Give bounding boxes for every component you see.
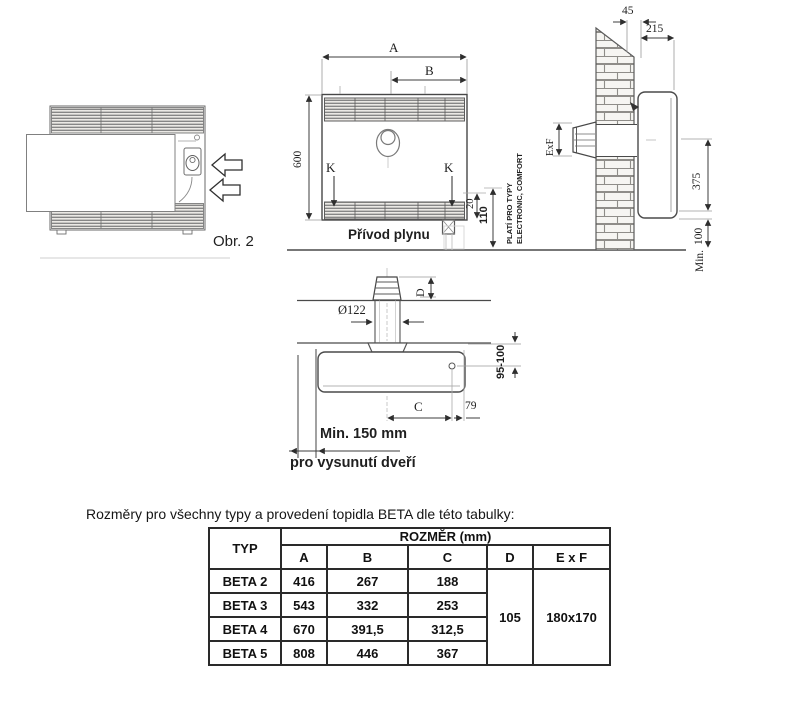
cell-a: 670	[281, 617, 327, 641]
k-left-label: K	[326, 160, 336, 175]
clearance-note: pro vysunutí dveří	[290, 455, 416, 471]
dim-79-label: 79	[465, 400, 477, 412]
cell-a: 543	[281, 593, 327, 617]
cell-b: 332	[327, 593, 408, 617]
col-header-a: A	[281, 545, 327, 569]
dimensions-table	[208, 527, 611, 666]
cell-b: 267	[327, 569, 408, 593]
flue-diameter-label: Ø122	[338, 303, 366, 317]
figure-label: Obr. 2	[213, 233, 254, 250]
side-elevation	[573, 28, 677, 250]
front-appliance-drawing	[27, 106, 231, 258]
col-header-c: C	[408, 545, 487, 569]
cell-c: 253	[408, 593, 487, 617]
table-caption: Rozměry pro všechny typy a provedení topidla BETA dle této tabulky:	[86, 506, 515, 522]
gas-inlet-label: Přívod plynu	[348, 227, 430, 242]
cell-d-shared: 105	[487, 569, 533, 665]
dim-b-label: B	[425, 63, 434, 78]
k-right-label: K	[444, 160, 454, 175]
type-note-line2: ELECTRONIC, COMFORT	[514, 153, 524, 244]
cell-c: 367	[408, 641, 487, 665]
cell-typ: BETA 5	[209, 641, 281, 665]
table-row	[209, 569, 610, 593]
dim-110-label: 110	[478, 206, 490, 224]
dim-95-100-label: 95-100	[495, 344, 507, 379]
col-header-exf: E x F	[533, 545, 610, 569]
type-note	[505, 153, 524, 244]
clearance-label: Min. 150 mm	[320, 426, 408, 442]
table-header-row-1	[209, 528, 610, 545]
dim-a-label: A	[389, 40, 399, 55]
cell-b: 446	[327, 641, 408, 665]
dim-600-label: 600	[292, 150, 304, 168]
dim-d-label: D	[413, 288, 427, 297]
dim-20-label: 20	[465, 198, 476, 209]
cell-exf-shared: 180x170	[533, 569, 610, 665]
col-header-d: D	[487, 545, 533, 569]
dim-100-label: 100	[693, 227, 705, 245]
flue-exf-label: ExF	[545, 138, 556, 156]
dim-45-label: 45	[622, 5, 634, 17]
cell-b: 391,5	[327, 617, 408, 641]
plan-view	[297, 268, 491, 421]
dim-375-label: 375	[691, 172, 703, 190]
cell-typ: BETA 2	[209, 569, 281, 593]
cell-typ: BETA 4	[209, 617, 281, 641]
type-note-line1: PLATÍ PRO TYPY	[505, 182, 514, 244]
header-rozmer: ROZMĚR (mm)	[281, 528, 610, 545]
min-label: Min.	[694, 249, 706, 272]
cell-typ: BETA 3	[209, 593, 281, 617]
cell-c: 188	[408, 569, 487, 593]
airflow-arrows	[210, 154, 242, 201]
cell-a: 416	[281, 569, 327, 593]
dim-215-label: 215	[646, 23, 664, 35]
cell-c: 312,5	[408, 617, 487, 641]
header-typ: TYP	[209, 528, 281, 569]
cell-a: 808	[281, 641, 327, 665]
col-header-b: B	[327, 545, 408, 569]
dim-c-label: C	[414, 399, 423, 414]
